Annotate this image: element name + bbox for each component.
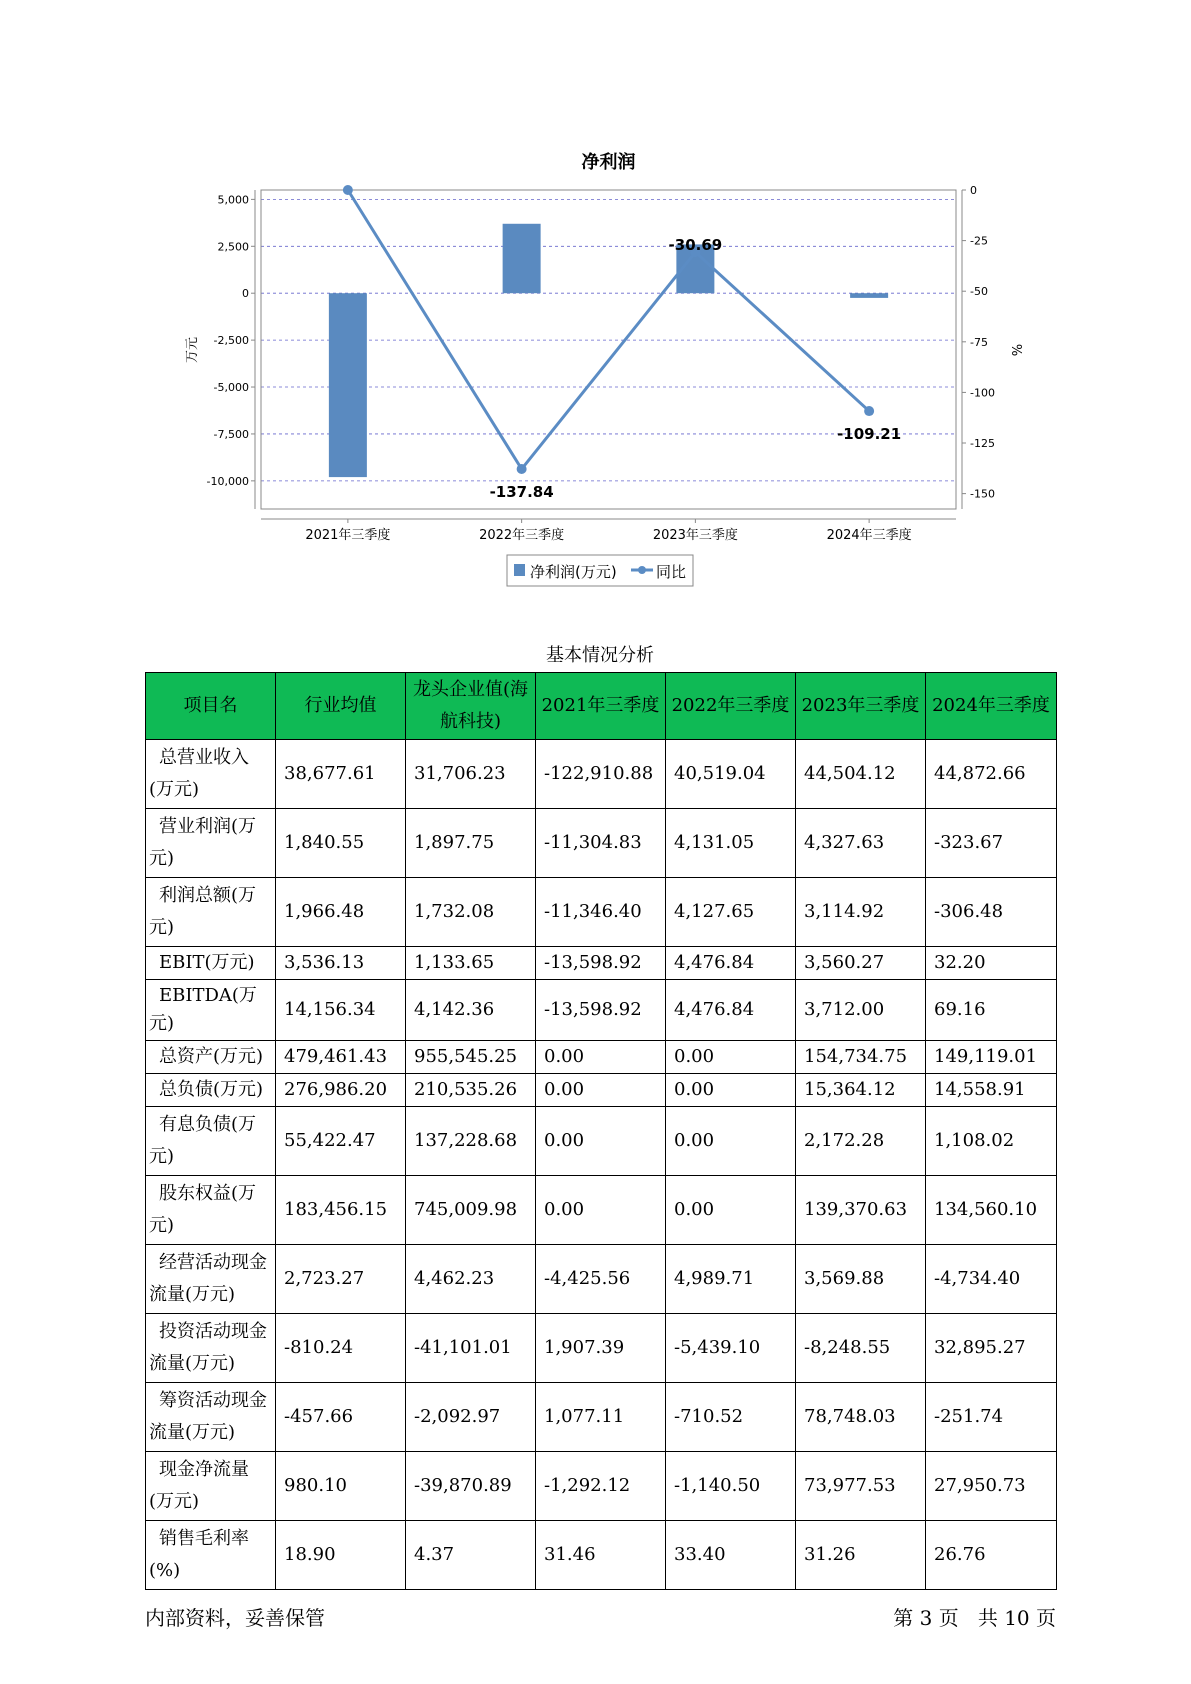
table-cell: 0.00	[666, 1107, 796, 1176]
table-row	[146, 980, 1057, 1041]
bar-net-profit	[850, 293, 888, 298]
row-label: 现金净流量(万元)	[146, 1452, 276, 1521]
table-cell: 0.00	[536, 1176, 666, 1245]
left-tick-label: -7,500	[213, 427, 249, 441]
table-cell: 4,142.36	[406, 980, 536, 1041]
table-cell: 0.00	[536, 1107, 666, 1176]
table-cell: -306.48	[926, 878, 1057, 947]
table-cell: 27,950.73	[926, 1452, 1057, 1521]
table-cell: -13,598.92	[536, 947, 666, 980]
header-industry-avg: 行业均值	[276, 673, 406, 740]
table-cell: 183,456.15	[276, 1176, 406, 1245]
row-label: EBIT(万元)	[146, 947, 276, 980]
row-label: 筹资活动现金流量(万元)	[146, 1383, 276, 1452]
table-cell: 40,519.04	[666, 740, 796, 809]
table-cell: 3,569.88	[796, 1245, 926, 1314]
table-cell: -41,101.01	[406, 1314, 536, 1383]
table-cell: 3,712.00	[796, 980, 926, 1041]
line-point-yoy	[517, 464, 527, 474]
table-row	[146, 1041, 1057, 1074]
right-tick-label: -25	[970, 234, 988, 248]
table-cell: -5,439.10	[666, 1314, 796, 1383]
header-2024q3: 2024年三季度	[926, 673, 1057, 740]
table-cell: 276,986.20	[276, 1074, 406, 1107]
table-cell: 134,560.10	[926, 1176, 1057, 1245]
table-cell: 32,895.27	[926, 1314, 1057, 1383]
x-tick-label: 2023年三季度	[652, 528, 738, 543]
table-row	[146, 1107, 1057, 1176]
footer-page-number	[893, 1602, 1056, 1631]
row-label: 经营活动现金流量(万元)	[146, 1245, 276, 1314]
data-label-yoy: -109.21	[837, 425, 902, 444]
right-tick-label: 0	[970, 184, 977, 197]
line-point-yoy	[343, 185, 353, 195]
page-suffix: 页	[1029, 1606, 1056, 1630]
table-cell: -1,140.50	[666, 1452, 796, 1521]
table-cell: 32.20	[926, 947, 1057, 980]
table-cell: -13,598.92	[536, 980, 666, 1041]
table-cell: 1,840.55	[276, 809, 406, 878]
chart-title: 净利润	[581, 152, 636, 173]
table-cell: 69.16	[926, 980, 1057, 1041]
table-cell: 149,119.01	[926, 1041, 1057, 1074]
table-cell: 2,172.28	[796, 1107, 926, 1176]
row-label: EBITDA(万元)	[146, 980, 276, 1041]
table-row	[146, 1245, 1057, 1314]
table-cell: 4,127.65	[666, 878, 796, 947]
table-cell: -8,248.55	[796, 1314, 926, 1383]
table-row	[146, 878, 1057, 947]
right-tick-label: -50	[970, 285, 988, 299]
line-point-yoy	[864, 406, 874, 416]
table-row	[146, 1383, 1057, 1452]
table-cell: 1,077.11	[536, 1383, 666, 1452]
table-header-row	[146, 673, 1057, 740]
page-total: 10	[1004, 1606, 1030, 1630]
y-axis-title: 万元	[185, 336, 200, 364]
table-cell: 33.40	[666, 1521, 796, 1590]
right-tick-label: -100	[970, 386, 995, 400]
legend-bar-label: 净利润(万元)	[530, 563, 617, 581]
table-cell: 980.10	[276, 1452, 406, 1521]
table-cell: -122,910.88	[536, 740, 666, 809]
table-cell: 4,327.63	[796, 809, 926, 878]
table-cell: -4,734.40	[926, 1245, 1057, 1314]
table-cell: 154,734.75	[796, 1041, 926, 1074]
right-tick-label: -75	[970, 335, 988, 349]
table-cell: 31.46	[536, 1521, 666, 1590]
left-tick-label: 0	[242, 287, 249, 301]
table-cell: 4,462.23	[406, 1245, 536, 1314]
table-cell: 14,558.91	[926, 1074, 1057, 1107]
table-cell: 55,422.47	[276, 1107, 406, 1176]
table-cell: -323.67	[926, 809, 1057, 878]
table-cell: 479,461.43	[276, 1041, 406, 1074]
x-tick-label: 2024年三季度	[826, 528, 912, 543]
table-cell: -4,425.56	[536, 1245, 666, 1314]
table-cell: 15,364.12	[796, 1074, 926, 1107]
table-cell: 73,977.53	[796, 1452, 926, 1521]
table-row	[146, 947, 1057, 980]
table-cell: 137,228.68	[406, 1107, 536, 1176]
table-cell: 4,989.71	[666, 1245, 796, 1314]
table-row	[146, 1521, 1057, 1590]
chart-canvas	[0, 0, 1191, 600]
table-cell: 44,504.12	[796, 740, 926, 809]
table-cell: 4,131.05	[666, 809, 796, 878]
table-cell: 1,108.02	[926, 1107, 1057, 1176]
table-cell: -251.74	[926, 1383, 1057, 1452]
bar-net-profit	[329, 293, 367, 477]
header-2022q3: 2022年三季度	[666, 673, 796, 740]
table-cell: -457.66	[276, 1383, 406, 1452]
table-row	[146, 740, 1057, 809]
table-cell: 31.26	[796, 1521, 926, 1590]
header-leader-value: 龙头企业值(海航科技)	[406, 673, 536, 740]
header-2021q3: 2021年三季度	[536, 673, 666, 740]
table-cell: 3,536.13	[276, 947, 406, 980]
table-cell: 31,706.23	[406, 740, 536, 809]
right-tick-label: -150	[970, 487, 995, 501]
basic-analysis-table	[145, 672, 1057, 1590]
legend-bar-swatch	[514, 564, 525, 576]
table-cell: 1,133.65	[406, 947, 536, 980]
table-cell: 4,476.84	[666, 947, 796, 980]
left-tick-label: -10,000	[206, 474, 249, 488]
row-label: 总资产(万元)	[146, 1041, 276, 1074]
footer-confidential: 内部资料，妥善保管	[145, 1606, 325, 1630]
left-tick-label: 5,000	[217, 193, 249, 207]
row-label: 投资活动现金流量(万元)	[146, 1314, 276, 1383]
row-label: 利润总额(万元)	[146, 878, 276, 947]
row-label: 总负债(万元)	[146, 1074, 276, 1107]
table-caption: 基本情况分析	[546, 645, 654, 666]
table-cell: 4.37	[406, 1521, 536, 1590]
table-cell: 955,545.25	[406, 1041, 536, 1074]
table-cell: 745,009.98	[406, 1176, 536, 1245]
table-row	[146, 1074, 1057, 1107]
header-2023q3: 2023年三季度	[796, 673, 926, 740]
table-row	[146, 1176, 1057, 1245]
table-cell: -710.52	[666, 1383, 796, 1452]
table-cell: 18.90	[276, 1521, 406, 1590]
net-profit-chart	[0, 0, 1191, 600]
legend-line-marker	[638, 566, 646, 574]
row-label: 有息负债(万元)	[146, 1107, 276, 1176]
table-row	[146, 1452, 1057, 1521]
bar-net-profit	[503, 224, 541, 293]
data-label-yoy: -137.84	[489, 483, 554, 502]
table-cell: 0.00	[536, 1041, 666, 1074]
table-cell: 44,872.66	[926, 740, 1057, 809]
page-current: 3	[919, 1606, 933, 1630]
table-cell: 26.76	[926, 1521, 1057, 1590]
table-cell: 139,370.63	[796, 1176, 926, 1245]
table-cell: 38,677.61	[276, 740, 406, 809]
table-cell: 0.00	[536, 1074, 666, 1107]
table-cell: 2,723.27	[276, 1245, 406, 1314]
table-cell: 1,897.75	[406, 809, 536, 878]
table-cell: 0.00	[666, 1041, 796, 1074]
legend-line-label: 同比	[656, 563, 687, 581]
page-mid: 页 共	[932, 1606, 1005, 1630]
table-cell: -11,346.40	[536, 878, 666, 947]
table-row	[146, 1314, 1057, 1383]
x-tick-label: 2021年三季度	[305, 528, 391, 543]
table-cell: 1,907.39	[536, 1314, 666, 1383]
x-tick-label: 2022年三季度	[479, 528, 565, 543]
table-cell: 0.00	[666, 1074, 796, 1107]
row-label: 营业利润(万元)	[146, 809, 276, 878]
table-cell: 78,748.03	[796, 1383, 926, 1452]
table-cell: -2,092.97	[406, 1383, 536, 1452]
line-yoy	[348, 190, 869, 469]
row-label: 销售毛利率(%)	[146, 1521, 276, 1590]
page-prefix: 第	[893, 1606, 920, 1630]
table-cell: -810.24	[276, 1314, 406, 1383]
left-tick-label: -2,500	[213, 334, 249, 348]
table-cell: 0.00	[666, 1176, 796, 1245]
y-axis-title-right: %	[1008, 343, 1023, 357]
table-cell: 3,114.92	[796, 878, 926, 947]
table-cell: 14,156.34	[276, 980, 406, 1041]
table-cell: 4,476.84	[666, 980, 796, 1041]
table-cell: -11,304.83	[536, 809, 666, 878]
table-row	[146, 809, 1057, 878]
row-label: 股东权益(万元)	[146, 1176, 276, 1245]
data-label-yoy: -30.69	[668, 236, 723, 255]
table-cell: -1,292.12	[536, 1452, 666, 1521]
row-label: 总营业收入(万元)	[146, 740, 276, 809]
table-cell: 1,732.08	[406, 878, 536, 947]
table-cell: 210,535.26	[406, 1074, 536, 1107]
left-tick-label: -5,000	[213, 381, 249, 395]
header-item-name: 项目名	[146, 673, 276, 740]
table-cell: 1,966.48	[276, 878, 406, 947]
table-cell: -39,870.89	[406, 1452, 536, 1521]
right-tick-label: -125	[970, 437, 995, 451]
left-tick-label: 2,500	[217, 240, 249, 254]
table-cell: 3,560.27	[796, 947, 926, 980]
